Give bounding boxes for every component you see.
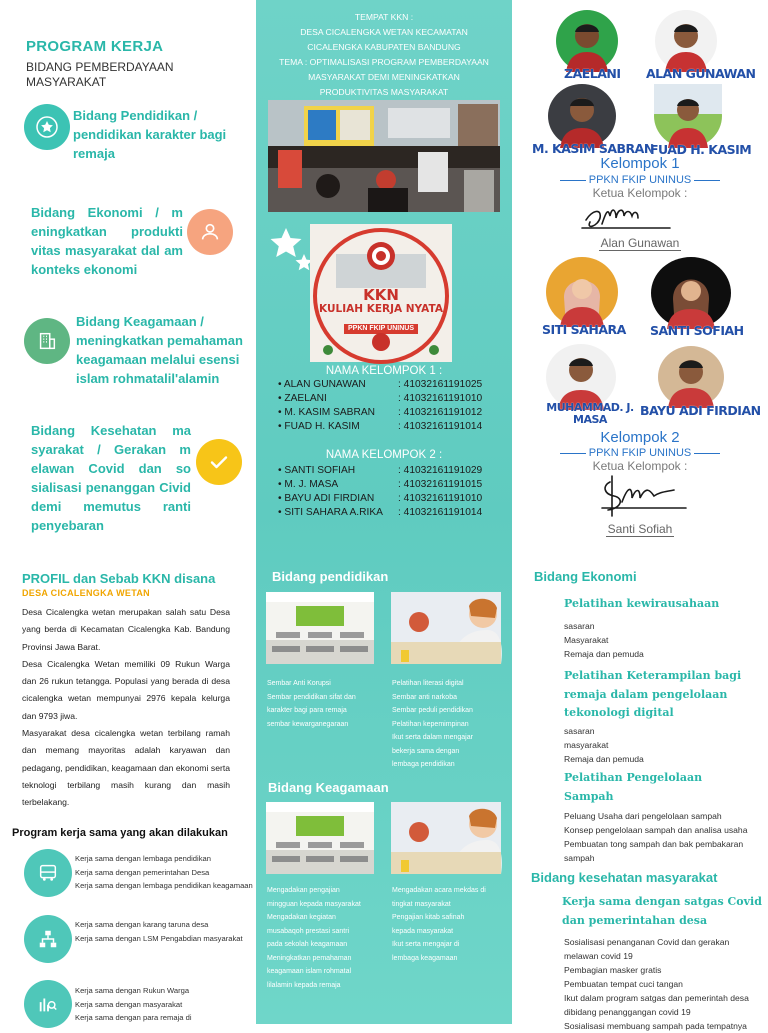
kelompok-1-org	[512, 174, 768, 186]
list-item: Meningkatkan pemahaman	[267, 954, 352, 962]
kelompok-2-title: Kelompok 2	[600, 429, 680, 446]
member-name: M. J. MASA	[284, 479, 339, 490]
avatar	[546, 257, 618, 327]
kelompok-1-title: Kelompok 1	[600, 155, 680, 172]
member-nim: : 41032161191012	[398, 407, 483, 418]
list-item: Ikut dalam program satgas dan pemerintah desa dibidang penanggangan covid 19	[564, 993, 749, 1017]
list-item: Remaja dan pemuda	[564, 649, 644, 659]
student-photo	[391, 592, 501, 664]
classroom-photo	[266, 802, 374, 874]
header-line: CICALENGKA KABUPATEN BANDUNG	[307, 42, 461, 52]
kesehatan-list	[564, 935, 762, 1033]
village-office-photo	[268, 100, 500, 212]
list-item: Pelatihan literasi digital	[392, 680, 464, 687]
list-item: Sembar Anti Korupsi	[267, 680, 331, 687]
member-name: FUAD H. KASIM	[284, 421, 360, 432]
bidang-ekonomi: Bidang Ekonomi / m eningkatkan produkti vitas masyarakat dal am konteks ekonomi	[31, 205, 183, 277]
list-item: Kerja sama dengan masyarakat	[75, 999, 183, 1009]
check-icon	[196, 439, 242, 485]
ekonomi-program-title: Pelatihan Pengelolaan Sampah	[564, 771, 703, 803]
building-icon	[24, 318, 70, 364]
member-nim: : 41032161191010	[398, 493, 483, 504]
program-title: PROGRAM KERJA	[26, 38, 164, 55]
decorative-stars	[268, 226, 316, 276]
list-item: kepada masyarakat	[392, 927, 454, 935]
person-icon	[187, 209, 233, 255]
member-row: • M. KASIM SABRAN : 41032161191012	[278, 407, 483, 418]
list-item: Kerja sama dengan lembaga pendidikan keagamaan	[75, 881, 253, 890]
list-item: Kerja sama dengan LSM Pengabdian masyarakat	[75, 933, 243, 943]
ketua-name-text: Alan Gunawan	[600, 236, 680, 250]
member-row: • ZAELANI : 41032161191010	[278, 393, 483, 404]
member-name: M. KASIM SABRAN	[284, 407, 375, 418]
member-label: M. KASIM SABRAN	[532, 141, 654, 156]
keagamaan-list-left	[267, 884, 379, 992]
list-item: Sosialisasi penanganan Covid dan gerakan melawan covid 19	[564, 937, 730, 961]
list-item: musabaqoh prestasi santri	[267, 927, 350, 935]
list-item: lembaga pendidikan	[392, 761, 455, 768]
member-nim: : 41032161191025	[398, 379, 483, 390]
ketua-label: Ketua Kelompok :	[592, 186, 688, 200]
poster-title: KKN	[363, 286, 399, 304]
kelompok-1-list-title: NAMA KELOMPOK 1 :	[325, 365, 443, 377]
ekonomi-title: Bidang Ekonomi	[534, 569, 637, 584]
list-item: sasaran	[564, 726, 595, 736]
ketua-name	[512, 236, 768, 250]
list-item: Mengadakan acara mekdas di	[392, 887, 486, 894]
member-nim: : 41032161191014	[398, 421, 483, 432]
list-item: keagamaan islam rohmatal	[267, 968, 352, 975]
ekonomi-program-list	[564, 619, 644, 661]
avatar	[654, 84, 722, 148]
kerja-list-2	[75, 918, 253, 945]
student-photo	[391, 802, 501, 874]
member-label: SANTI SOFIAH	[650, 323, 744, 338]
list-item: karakter bagi para remaja	[267, 707, 347, 714]
list-item: sasaran	[564, 621, 595, 631]
ketua-label: Ketua Kelompok :	[592, 459, 688, 473]
member-nim: : 41032161191015	[398, 479, 483, 490]
profil-paragraph: Masyarakat desa cicalengka wetan terbilang ramah dan memang mayoritas adalah karyawan dan pedagang, pendidikan, keagamaan dan ekonomi serta teknologi terbilang masih kurang dan masih terbelakang.	[22, 728, 230, 808]
kesehatan-title: Bidang kesehatan masyarakat	[531, 870, 718, 885]
org-label: PPKN FKIP UNINUS	[588, 174, 692, 186]
member-name: SANTI SOFIAH	[284, 465, 356, 476]
list-item: Ikut serta dalam mengajar	[392, 734, 473, 741]
list-item: Peluang Usaha dari pengelolaan sampah	[564, 811, 722, 821]
member-row: • SITI SAHARA A.RIKA : 41032161191014	[278, 507, 483, 518]
member-row: • ALAN GUNAWAN : 41032161191025	[278, 379, 483, 390]
profil-subtitle: DESA CICALENGKA WETAN	[22, 588, 150, 598]
list-item: mingguan kepada masyarakat	[267, 900, 361, 908]
member-label: FUAD H. KASIM	[650, 142, 752, 157]
kerja-list-3	[75, 984, 253, 1025]
ekonomi-program-list	[564, 724, 644, 766]
list-item: Sembar peduli pendidikan	[392, 707, 473, 714]
avatar	[556, 10, 618, 72]
member-row: • FUAD H. KASIM : 41032161191014	[278, 421, 483, 432]
org-label: PPKN FKIP UNINUS	[588, 447, 692, 459]
ketua-name	[512, 522, 768, 536]
kelompok-2-org	[512, 447, 768, 459]
list-item: Mengadakan pengajian	[267, 887, 340, 894]
ekonomi-program-title: Pelatihan kewirausahaan	[564, 597, 720, 610]
member-label: BAYU ADI FIRDIAN	[640, 403, 761, 418]
list-item: lembaga keagamaan	[392, 954, 458, 962]
member-label: ALAN GUNAWAN	[646, 66, 756, 81]
header-line: TEMA : OPTIMALISASI PROGRAM PEMBERDAYAAN	[279, 57, 489, 67]
member-nim: : 41032161191014	[398, 507, 483, 518]
bidang-pendidikan: Bidang Pendidikan / pendidikan karakter bagi remaja	[73, 108, 227, 161]
member-label: SITI SAHARA	[542, 322, 626, 337]
header-line: DESA CICALENGKA WETAN KECAMATAN	[300, 27, 468, 37]
ekonomi-program-title: Pelatihan Keterampilan bagi remaja dalam pengelolaan tekonologi digital	[564, 669, 742, 719]
list-item: Pelatihan kepemimpinan	[392, 720, 469, 728]
chart-search-icon	[24, 980, 72, 1028]
list-item: Remaja dan pemuda	[564, 754, 644, 764]
member-nim: : 41032161191029	[398, 465, 483, 476]
bus-icon	[24, 849, 72, 897]
list-item: Sembar anti narkoba	[392, 693, 457, 701]
list-item: Pembuatan tempat cuci tangan	[564, 979, 683, 989]
avatar	[658, 346, 724, 408]
list-item: bekerja sama dengan	[392, 747, 460, 755]
signature-image	[598, 472, 690, 520]
list-item: Kerja sama dengan karang taruna desa	[75, 920, 209, 929]
profil-paragraph: Desa Cicalengka wetan merupakan salah satu Desa yang berda di Kecamatan Cicalengka Kab. Bandung Provinsi Jawa Barat.	[22, 607, 230, 652]
list-item: lilalamin kepada remaja	[267, 981, 341, 989]
kkn-poster	[310, 224, 452, 362]
avatar	[655, 10, 717, 72]
member-label: ZAELANI	[564, 66, 621, 81]
avatar	[651, 257, 731, 329]
pendidikan-list-right	[392, 677, 504, 772]
member-row: • M. J. MASA : 41032161191015	[278, 479, 483, 490]
list-item: Pembuatan tong sampah dan bak pembakaran sampah	[564, 839, 744, 863]
member-nim: : 41032161191010	[398, 393, 483, 404]
bidang-keagamaan: Bidang Keagamaan / meningkatkan pemahaman keagamaan melalui esensi islam rohmatalil'alamin	[76, 314, 243, 386]
list-item: masyarakat	[564, 740, 609, 750]
list-item: Kerja sama dengan para remaja di	[75, 1013, 192, 1022]
list-item: Kerja sama dengan Rukun Warga	[75, 986, 190, 995]
list-item: Pembagian masker gratis	[564, 965, 662, 975]
header-line: PRODUKTIVITAS MASYARAKAT	[319, 87, 449, 97]
classroom-photo	[266, 592, 374, 664]
keagamaan-title: Bidang Keagamaan	[268, 780, 389, 795]
header-line: TEMPAT KKN :	[354, 12, 414, 22]
kerja-list-1	[75, 852, 253, 893]
list-item: Sosialisasi membuang sampah pada tempatnya	[564, 1021, 747, 1031]
member-name: BAYU ADI FIRDIAN	[284, 493, 375, 504]
list-item: Kerja sama dengan lembaga pendidikan	[75, 854, 211, 863]
list-item: Konsep pengelolaan sampah dan analisa usaha	[564, 825, 748, 835]
ekonomi-program-list	[564, 809, 760, 865]
profil-text	[22, 604, 230, 812]
signature-image	[580, 198, 676, 238]
member-name: ALAN GUNAWAN	[283, 379, 366, 390]
list-item: Mengadakan kegiatan	[267, 914, 336, 921]
profil-paragraph: Desa Cicalengka Wetan memiliki 09 Rukun Warga dan 26 rukun tetangga. Populasi yang berada di desa cicalengka wetan mempunyai 2976 kepala kelurga dan 9793 jiwa.	[22, 658, 230, 721]
org-chart-icon	[24, 915, 72, 963]
list-item: sembar kewarganegaraan	[267, 720, 349, 728]
list-item: Kerja sama dengan pemerintahan Desa	[75, 867, 210, 877]
kerja-sama-title: Program kerja sama yang akan dilakukan	[12, 827, 228, 839]
list-item: Masyarakat	[564, 635, 609, 645]
list-item: pada sekolah keagamaan	[267, 941, 348, 948]
pendidikan-list-left	[267, 677, 379, 731]
list-item: Ikut serta mengajar di	[392, 941, 460, 948]
poster-subtitle: KULIAH KERJA NYATA	[319, 303, 443, 315]
list-item: Pengajian kitab safinah	[392, 914, 465, 921]
member-row: • BAYU ADI FIRDIAN : 41032161191010	[278, 493, 483, 504]
kesehatan-subtitle: Kerja sama dengan satgas Covid dan pemerintahan desa	[562, 895, 762, 927]
member-row: • SANTI SOFIAH : 41032161191029	[278, 465, 483, 476]
member-label: MUHAMMAD. J. MASA	[546, 401, 634, 426]
list-item: Sembar pendidikan sifat dan	[267, 693, 356, 701]
list-item: tingkat masyarakat	[392, 900, 451, 908]
program-subtitle: BIDANG PEMBERDAYAAN MASYARAKAT	[26, 60, 174, 89]
avatar	[548, 84, 616, 148]
header-line: MASYARAKAT DEMI MENINGKATKAN	[308, 72, 460, 82]
member-name: ZAELANI	[284, 393, 327, 404]
member-name: SITI SAHARA A.RIKA	[284, 507, 383, 518]
ketua-name-text: Santi Sofiah	[607, 522, 673, 536]
profil-title: PROFIL dan Sebab KKN disana	[22, 571, 216, 586]
kkn-header	[266, 10, 502, 100]
bidang-kesehatan: Bidang Kesehatan ma syarakat / Gerakan m elawan Covid dan so sialisasi penanggan Civid demi memutus ranti penyebaran	[31, 423, 191, 533]
poster-tag: PPKN FKIP UNINUS	[348, 325, 414, 332]
star-badge-icon	[24, 104, 70, 150]
kelompok-2-list-title: NAMA KELOMPOK 2 :	[325, 449, 443, 461]
pendidikan-title: Bidang pendidikan	[272, 569, 389, 584]
keagamaan-list-right	[392, 884, 504, 965]
